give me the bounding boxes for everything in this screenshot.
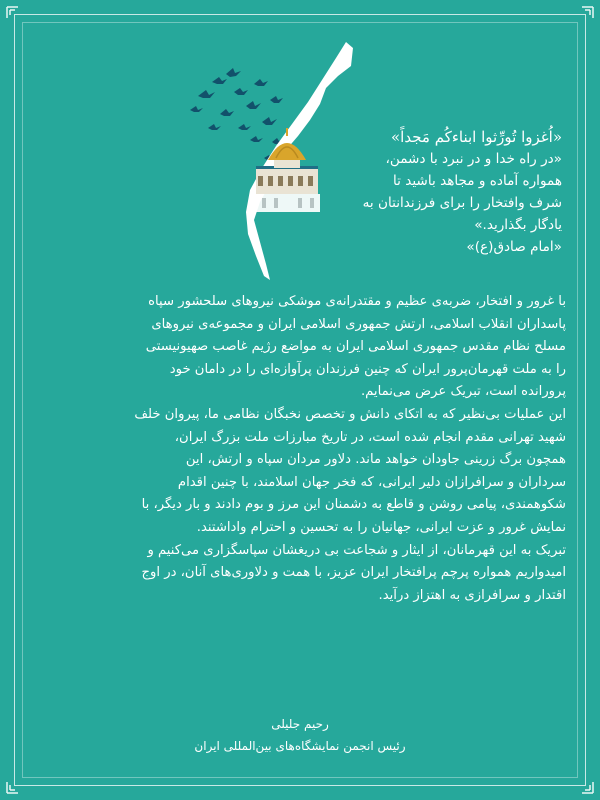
corner-ornament-icon	[576, 776, 594, 794]
quote-line: «در راه خدا و در نبرد با دشمن،	[385, 151, 562, 167]
body-line: را به ملت قهرمان‌پرور ایران که چنین فرزندان پرآوازه‌ای را در دامان خود	[169, 361, 566, 377]
quote-line: همواره آماده و مجاهد باشید تا	[392, 173, 562, 189]
quote-line: شرف وافتخار را برای فرزندانتان به	[362, 195, 562, 211]
corner-ornament-icon	[6, 776, 24, 794]
body-line: نمایش غرور و عزت ایرانی، جهانیان را به تحسین و احترام واداشتند.	[196, 519, 566, 535]
signature-block	[100, 714, 500, 758]
body-line: شکوهمندی، پیامی روشن و قاطع به دشمنان این مرز و بوم دادند و بار دیگر، با	[141, 497, 566, 513]
quote-line: یادگار بگذارید.»	[474, 217, 562, 233]
body-line: مسلح نظام مقدس جمهوری اسلامی ایران به مواضع رژیم غاصب صهیونیستی	[145, 339, 566, 355]
body-line: امیدواریم همواره پرچم پرافتخار ایران عزیز، با همت و دلاوری‌های آنان، در اوج	[141, 565, 566, 581]
message-body	[34, 291, 566, 607]
body-line: با غرور و افتخار، ضربه‌ی عظیم و مقتدرانه‌ی موشکی نیروهای سلحشور سپاه	[148, 294, 566, 309]
body-line: تبریک به این قهرمانان، از ایثار و شجاعت بی دریغشان سپاسگزاری می‌کنیم و	[147, 542, 566, 558]
corner-ornament-icon	[6, 6, 24, 24]
body-line: این عملیات بی‌نظیر که به اتکای دانش و تخصص نخبگان نظامی ما، پیروان خلف	[134, 406, 566, 422]
body-line: شهید تهرانی مقدم انجام شده است، در تاریخ مبارزات ملت بزرگ ایران،	[174, 429, 566, 445]
body-line: سرداران و سرافرازان دلیر ایرانی، که فخر جهان اسلامند، با چنین اقدام	[177, 474, 566, 490]
corner-ornament-icon	[576, 6, 594, 24]
body-line: اقتدار و سرافرازی به اهتزاز درآید.	[378, 587, 566, 603]
body-line: پرورانده است، تبریک عرض می‌نمایم.	[360, 384, 566, 400]
quote-block	[240, 126, 562, 258]
body-line: همچون برگ زرینی جاودان خواهد ماند. دلاور مردان سپاه و ارتش، این	[185, 452, 566, 468]
body-line: پاسداران انقلاب اسلامی، ارتش جمهوری اسلامی ایران و مجموعه‌ی نیروهای	[151, 316, 566, 332]
quote-attribution: «امام صادق(ع)»	[466, 239, 562, 255]
hadith-arabic: «اُغزوا تُورِّثوا ابناءکُم مَجداً»	[391, 128, 562, 146]
signatory-title: رئیس انجمن نمایشگاه‌های بین‌المللی ایران	[194, 739, 406, 753]
signatory-name: رحیم جلیلی	[271, 717, 329, 731]
